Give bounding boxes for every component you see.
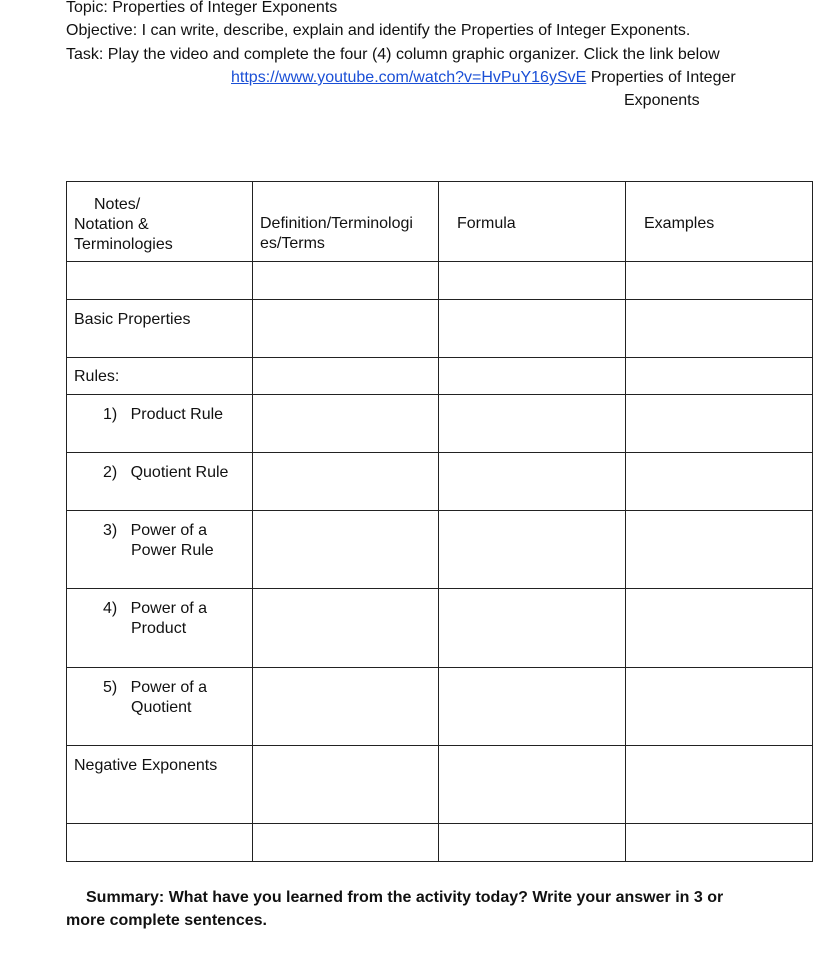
table-cell[interactable] <box>626 358 813 395</box>
table-cell[interactable] <box>439 395 626 453</box>
row-label-quotient-rule: 2) Quotient Rule <box>67 453 253 511</box>
table-cell[interactable] <box>253 358 439 395</box>
table-cell[interactable] <box>626 668 813 746</box>
table-cell[interactable] <box>626 453 813 511</box>
table-cell[interactable] <box>439 262 626 300</box>
table-cell[interactable] <box>253 453 439 511</box>
link-suffix-continued: Exponents <box>624 92 700 109</box>
table-cell[interactable] <box>253 668 439 746</box>
link-suffix: Properties of Integer <box>586 69 736 86</box>
table-row <box>67 511 813 589</box>
summary-line-2: more complete sentences. <box>66 912 267 929</box>
table-row <box>67 824 813 862</box>
table-cell[interactable] <box>626 511 813 589</box>
table-cell[interactable] <box>626 824 813 862</box>
objective-line: Objective: I can write, describe, explain and identify the Properties of Integer Exponents. <box>66 22 691 39</box>
row-label-rules: Rules: <box>67 358 253 395</box>
table-row <box>67 358 813 395</box>
table-cell[interactable] <box>439 668 626 746</box>
header-row <box>67 182 813 262</box>
table-cell[interactable] <box>253 511 439 589</box>
table-row <box>67 589 813 668</box>
topic-line: Topic: Properties of Integer Exponents <box>66 0 338 16</box>
table-cell[interactable] <box>253 824 439 862</box>
table-cell[interactable] <box>253 395 439 453</box>
table-row <box>67 668 813 746</box>
table-row <box>67 453 813 511</box>
table-cell[interactable] <box>626 395 813 453</box>
header-definition: Definition/Terminologi es/Terms <box>253 182 439 262</box>
row-label-basic: Basic Properties <box>67 300 253 358</box>
table-cell[interactable] <box>67 262 253 300</box>
summary-line-1: Summary: What have you learned from the activity today? Write your answer in 3 or <box>86 889 724 906</box>
link-line <box>231 68 736 88</box>
summary-prompt <box>66 886 806 932</box>
row-label-power-of-quotient: 5) Power of a Quotient <box>67 668 253 746</box>
table-cell[interactable] <box>253 589 439 668</box>
table-cell[interactable] <box>626 589 813 668</box>
row-label-power-of-power: 3) Power of a Power Rule <box>67 511 253 589</box>
table-cell[interactable] <box>253 300 439 358</box>
table-cell[interactable] <box>626 300 813 358</box>
table-cell[interactable] <box>439 824 626 862</box>
table-cell[interactable] <box>626 262 813 300</box>
table-cell[interactable] <box>439 453 626 511</box>
header-formula: Formula <box>439 182 626 262</box>
table-cell[interactable] <box>253 746 439 824</box>
graphic-organizer-table <box>66 181 813 862</box>
table-cell[interactable] <box>626 746 813 824</box>
table-cell[interactable] <box>67 824 253 862</box>
table-row <box>67 395 813 453</box>
table-cell[interactable] <box>439 746 626 824</box>
task-line: Task: Play the video and complete the four (4) column graphic organizer. Click the link below <box>66 46 720 63</box>
table-cell[interactable] <box>439 511 626 589</box>
row-label-product-rule: 1) Product Rule <box>67 395 253 453</box>
video-link[interactable]: https://www.youtube.com/watch?v=HvPuY16ySvE <box>231 69 587 86</box>
header-examples: Examples <box>626 182 813 262</box>
table-cell[interactable] <box>439 589 626 668</box>
header-notes: Notes/ Notation & Terminologies <box>67 182 253 262</box>
row-label-power-of-product: 4) Power of a Product <box>67 589 253 668</box>
table-row <box>67 262 813 300</box>
table-row <box>67 300 813 358</box>
table-cell[interactable] <box>253 262 439 300</box>
table-row <box>67 746 813 824</box>
row-label-negative-exponents: Negative Exponents <box>67 746 253 824</box>
table-cell[interactable] <box>439 300 626 358</box>
table-cell[interactable] <box>439 358 626 395</box>
